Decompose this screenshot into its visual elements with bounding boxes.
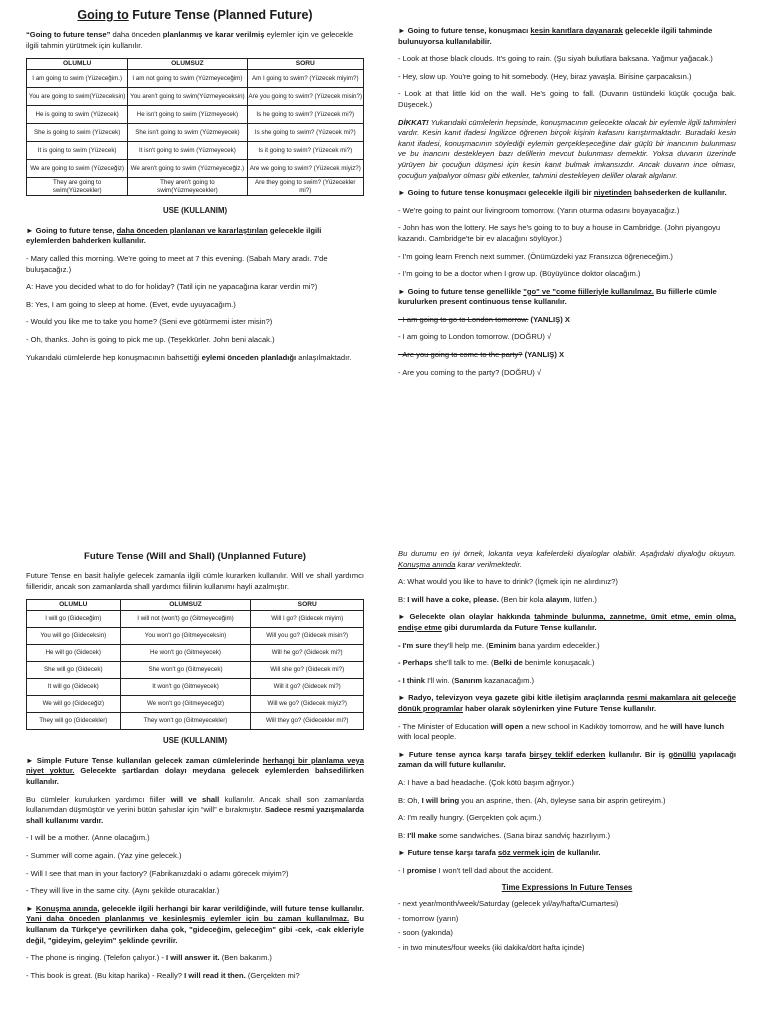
list-item: - next year/month/week/Saturday (gelecek yıl/ay/hafta/Cumartesi) xyxy=(398,899,619,909)
use-heading: USE (KULLANIM) xyxy=(162,736,228,746)
page-title-going-to: Going to Future Tense (Planned Future) xyxy=(77,8,313,22)
going-to-conjugation-table xyxy=(26,58,364,196)
example-sentence: - We're going to paint our livingroom tomorrow. (Yarın oturma odasını boyayacağız.) xyxy=(398,205,680,215)
table-row: He is going to swim (Yüzecek) He isn't going to swim (Yüzmeyecek) Is he going to swim? (Yüzecek mi?) xyxy=(27,106,364,124)
table-header: OLUMLU xyxy=(27,600,121,611)
right-example: - Are you coming to the party? (DOĞRU) √ xyxy=(398,367,542,377)
example-sentence: - They will live in the same city. (Aynı şekilde oturacaklar.) xyxy=(26,886,220,896)
example-sentence: - I'm sure they'll help me. (Eminim bana yardım edecekler.) xyxy=(398,640,600,650)
example-sentence: - Look at those black clouds. It's going to rain. (Şu siyah bulutlara baksana. Yağmur yağacak.) xyxy=(398,54,713,64)
table-row: He will go (Gidecek) He won't go (Gitmeyecek) Will he go? (Gidecek mi?) xyxy=(27,645,364,662)
table-row: We will go (Gideceğiz) We won't go (Gitmeyeceğiz) Will we go? (Gidecek miyiz?) xyxy=(27,696,364,713)
dialog-line: A: What would you like to have to drink? (İçmek için ne alırdınız?) xyxy=(398,577,618,587)
will-conjugation-table xyxy=(26,599,364,730)
intro-paragraph: Future Tense en basit haliyle gelecek zamanla ilgili cümle kurarken kullanılır. Will ve shall yardımcı fiilleridir, ancak son zamanlarda shall yardımcı fiilinin kullanımı hayli azalmıştır. xyxy=(26,571,364,591)
example-sentence: - Would you like me to take you home? (Seni eve götürmemi ister misin?) xyxy=(26,317,273,327)
example-sentence: - Summer will come again. (Yaz yine gelecek.) xyxy=(26,850,182,860)
example-sentence: B: Yes, I am going to sleep at home. (Evet, evde uyuyacağım.) xyxy=(26,299,236,309)
table-header: OLUMSUZ xyxy=(120,600,251,611)
wrong-example: - Are you going to come to the party? (YANLIŞ) X xyxy=(398,350,565,360)
list-item: - in two minutes/four weeks (iki dakika/dört hafta içinde) xyxy=(398,942,585,952)
example-sentence: - Look at that little kid on the wall. He's going to fall. (Duvarın üstündeki küçük çocuğa bak. Düşecek.) xyxy=(398,89,736,109)
table-header: SORU xyxy=(251,600,364,611)
list-item: - soon (yakında) xyxy=(398,928,453,938)
use-rule-planned: ► Going to future tense, daha önceden planlanan ve kararlaştırılan gelecekle ilgili eylemlerden bahderken kullanılır. xyxy=(26,225,322,246)
rule-evidence: ► Going to future tense, konuşmacı kesin kanıtlara dayanarak gelecekle ilgili tahminde bulunuyorsa kullanılabilir. xyxy=(398,26,713,46)
example-sentence: - Oh, thanks. John is going to pick me up. (Teşekkürler. John beni alacak.) xyxy=(26,334,275,344)
table-row: It is going to swim (Yüzecek) It isn't going to swim (Yüzmeyecek) Is it going to swim? (Yüzecek mi?) xyxy=(27,142,364,160)
example-sentence: - Perhaps she'll talk to me. (Belki de benimle konuşacak.) xyxy=(398,658,595,668)
dialog-line: B: Oh, I will bring you an asprine, then. (Ah, öyleyse sana bir asprin getireyim.) xyxy=(398,795,666,805)
dialog-line: B: I'll make some sandwiches. (Sana biraz sandviç hazırlıyım.) xyxy=(398,830,611,840)
table-header: SORU xyxy=(247,59,363,70)
example-sentence: - The Minister of Education will open a new school in Kadıköy tomorrow, and he will have lunch with local people. xyxy=(398,721,725,742)
example-sentence: - Hey, slow up. You're going to hit somebody. (Hey, biraz yavaşla. Birisine çarpacaksın.) xyxy=(398,71,692,81)
intro-paragraph: Bu durumu en iyi örnek, lokanta veya kafelerdeki diyaloglar olabilir. Aşağıdaki diyaloğu okuyun. Konuşma anında karar verilmektedir. xyxy=(398,549,736,569)
time-expressions-list xyxy=(398,899,736,953)
dialog-line: B: I will have a coke, please. (Ben bir kola alayım, lütfen.) xyxy=(398,594,597,604)
example-sentence: - I will be a mother. (Anne olacağım.) xyxy=(26,833,150,843)
summary-paragraph: Yukarıdaki cümlelerde hep konuşmacının bahsettiği eylemi önceden planladığı anlaşılmaktadır. xyxy=(26,352,352,362)
rule-go-come: ► Going to future tense genellikle "go" ve "come fiilleriyle kullanılmaz. Bu fiillerle cümle kurulurken present continuous tense kullanılır. xyxy=(398,286,717,307)
example-sentence: - I think I'll win. (Sanırım kazanacağım.) xyxy=(398,675,535,685)
example-sentence: - I promise I won't tell dad about the accident. xyxy=(398,865,554,875)
table-header: OLUMSUZ xyxy=(128,59,247,70)
example-sentence: - Mary called this morning. We're going to meet at 7 this evening. (Sabah Mary aradı. 7'de buluşacağız.) xyxy=(26,253,328,274)
section-going-to-evidence xyxy=(398,26,736,385)
section-will-shall xyxy=(26,551,364,988)
example-sentence: - This book is great. (Bu kitap harika) - Really? I will read it then. (Gerçekten mi? xyxy=(26,970,300,980)
example-sentence: - John has won the lottery. He says he's going to to buy a house in Cambridge. (John piyangoyu kazandı. Cambridge'te bir ev alacağını söylüyor.) xyxy=(398,223,721,243)
intro-paragraph: “Going to future tense” daha önceden planlanmış ve karar verilmiş eylemler için ve gelecekle ilgili tahmin yürütmek için kullanılır. xyxy=(26,30,354,50)
right-example: - I am going to London tomorrow. (DOĞRU) √ xyxy=(398,332,552,342)
table-row: We are going to swim (Yüzeceğiz) We aren't going to swim (Yüzmeyeceğiz.) Are we going to swim? (Yüzecek miyiz?) xyxy=(27,160,364,178)
warning-paragraph: DİKKAT! Yukarıdaki cümlelerin hepsinde, konuşmacının gelecekte olacak bir eylemle ilgili tahminleri vardır. Kesin kanıt ifadesi İngilizce öğrenen birçok kişinin kafasını karıştırmaktadır. Buradaki kesin kanıt ifadesi, konuşmacının söylediği eylemin gerçekleşeceğine dair güçlü bir inancının bulunması ve bu inancını destekleyen bazı delillerin mevcut bulunması demektir. Yoksa duvarın üzerinde yürüyen bir çocuğun düşmesi için kesin kanıt bulmak imkansızdır. Ancak duvarın ince olması, çocuğun yalpalıyor olması gibi etkenler, tahmini destekleyen deliller olarak algılanır. xyxy=(398,117,736,180)
table-row: It will go (Gidecek) It won't go (Gitmeyecek) Will it go? (Gidecek mi?) xyxy=(27,679,364,696)
example-sentence: - Will I see that man in your factory? (Fabrikanızdaki o adamı görecek miyim?) xyxy=(26,868,289,878)
table-row: You are going to swim(Yüzeceksin) You aren't going to swim(Yüzmeyeceksin) Are you going to swim? (Yüzecek misin?) xyxy=(27,88,364,106)
page-title-will-shall: Future Tense (Will and Shall) (Unplanned Future) xyxy=(84,551,306,562)
table-row: You will go (Gideceksin) You won't go (Gitmeyeceksin) Will you go? (Gidecek misin?) xyxy=(27,628,364,645)
use-heading: USE (KULLANIM) xyxy=(162,206,228,216)
rule-intention: ► Going to future tense konuşmacı gelecekle ilgili bir niyetinden bahsederken de kullanılır. xyxy=(398,188,727,198)
table-row: She is going to swim (Yüzecek) She isn't going to swim (Yüzmeyecek) Is she going to swim? (Yüzecek mi?) xyxy=(27,124,364,142)
dialog-line: A: I have a bad headache. (Çok kötü başım ağrıyor.) xyxy=(398,777,575,787)
example-sentence: - I'm going to be a doctor when I grow up. (Büyüyünce doktor olacağım.) xyxy=(398,269,641,279)
table-row: She will go (Gidecek) She won't go (Gitmeyecek) Will she go? (Gidecek mi?) xyxy=(27,662,364,679)
time-expressions-heading: Time Expressions In Future Tenses xyxy=(501,883,633,893)
rule-moment-of-speaking: ► Konuşma anında, gelecekle ilgili herhangi bir karar verildiğinde, will future tense kullanılır. Yani daha önceden planlanmış ve kesinleşmiş eylemler için bu zaman kullanılmaz. Bu kullanım da Türkçe'ye çevrilirken daha çok, "gideceğim, geleceğim" gibi -cek, -cak ekleriyle değil, "gideyim, geleyim" şeklinde çevrilir. xyxy=(26,903,364,945)
rule-unplanned: ► Simple Future Tense kullanılan gelecek zaman cümlelerinde herhangi bir planlama veya niyet yoktur. Gelecekte şartlardan dolayı meydana gelecek eylemlerden bahsedilirken kullanılır. xyxy=(26,755,364,786)
table-row: They will go (Gidecekler) They won't go (Gitmeyecekler) Will they go? (Gidecekler mi?) xyxy=(27,713,364,730)
will-shall-paragraph: Bu cümleler kurulurken yardımcı fiiller will ve shall kullanılır. Ancak shall son zamanlarda kullanımdan düşmüştür ve yerini bütün şahıslar için “will” e bırakmıştır. Sadece resmi yazışmalarda shall kullanımı vardır. xyxy=(26,794,364,825)
example-sentence: A: Have you decided what to do for holiday? (Tatil için ne yapacağına karar verdin mi?) xyxy=(26,282,318,292)
list-item: - tomorrow (yarın) xyxy=(398,913,459,923)
table-row: I will go (Gideceğim) I will not (won't) go (Gitmeyeceğim) Will I go? (Gidecek miyim) xyxy=(27,611,364,628)
example-sentence: - The phone is ringing. (Telefon çalıyor.) - I will answer it. (Ben bakarım.) xyxy=(26,953,272,963)
wrong-example: - I am going to go to London tomorrow. (YANLIŞ) X xyxy=(398,314,570,324)
table-row: I am going to swim (Yüzeceğim.) I am not going to swim (Yüzmeyeceğim) Am I going to swim? (Yüzecek miyim?) xyxy=(27,70,364,88)
dialog-line: A: I'm really hungry. (Gerçekten çok açım.) xyxy=(398,813,542,823)
section-will-uses xyxy=(398,549,736,957)
rule-media: ► Radyo, televizyon veya gazete gibi kitle iletişim araçlarında resmi makamlara ait geleceğe dönük programlar haber olarak söylenirken yine Future Tense kullanılır. xyxy=(398,693,736,713)
rule-prediction: ► Gelecekte olan olaylar hakkında tahminde bulunma, zannetme, ümit etme, emin olma, endişe etme gibi durumlarda da Future Tense kullanılır. xyxy=(398,612,736,632)
table-header: OLUMLU xyxy=(27,59,128,70)
example-sentence: - I'm going learn French next summer. (Önümüzdeki yaz Fransızca öğreneceğim.) xyxy=(398,251,673,261)
rule-promise: ► Future tense karşı tarafa söz vermek için de kullanılır. xyxy=(398,848,601,858)
rule-offer: ► Future tense ayrıca karşı tarafa birşey teklif ederken kullanılır. Bir iş gönüllü yapılacağı zaman da will future kullanılır. xyxy=(398,749,736,770)
section-going-to-intro xyxy=(26,8,364,370)
table-row: They are going to swim(Yüzecekler) They aren't going to swim(Yüzmeyecekler) Are they going to swim? (Yüzecekler mi?) xyxy=(27,178,364,196)
